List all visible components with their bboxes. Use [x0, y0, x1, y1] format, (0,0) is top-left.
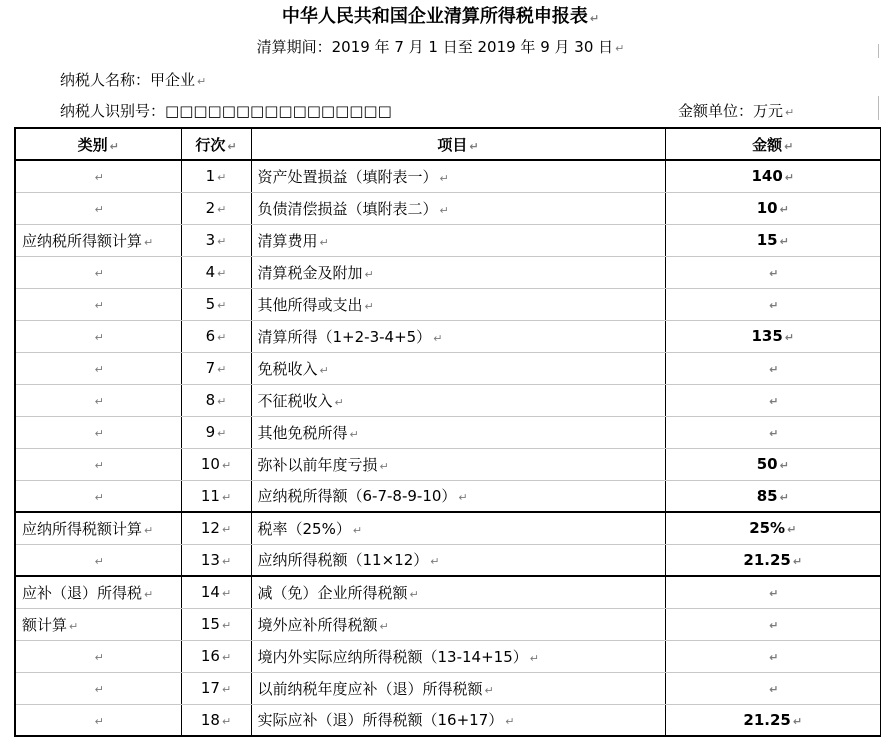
category-cell: ↵: [15, 704, 181, 736]
line-number-cell: 14 ↵: [181, 576, 251, 608]
amount-cell: ↵: [665, 608, 881, 640]
table-row: [15, 672, 881, 704]
line-number-cell: 4 ↵: [181, 256, 251, 288]
amount-cell: 10 ↵: [665, 192, 881, 224]
table-row: [15, 384, 881, 416]
amount-cell: 140 ↵: [665, 160, 881, 192]
item-cell: 负债清偿损益（填附表二） ↵: [251, 192, 665, 224]
table-row: [15, 416, 881, 448]
line-number-cell: 12 ↵: [181, 512, 251, 544]
table-row: [15, 320, 881, 352]
item-cell: 境内外实际应纳所得税额（13-14+15） ↵: [251, 640, 665, 672]
category-cell: 应补（退）所得税 ↵: [15, 576, 181, 608]
category-cell: ↵: [15, 640, 181, 672]
line-number-cell: 6 ↵: [181, 320, 251, 352]
amount-unit: 金额单位：万元 ↵: [678, 102, 795, 120]
amount-cell: 135 ↵: [665, 320, 881, 352]
item-cell: 其他免税所得 ↵: [251, 416, 665, 448]
table-row: [15, 704, 881, 736]
margin-bar: [878, 44, 879, 58]
line-number-cell: 17 ↵: [181, 672, 251, 704]
amount-cell: 21.25 ↵: [665, 704, 881, 736]
item-cell: 清算所得（1+2-3-4+5） ↵: [251, 320, 665, 352]
item-cell: 免税收入 ↵: [251, 352, 665, 384]
table-row: [15, 288, 881, 320]
category-cell: ↵: [15, 448, 181, 480]
category-cell: ↵: [15, 416, 181, 448]
item-cell: 清算费用 ↵: [251, 224, 665, 256]
item-cell: 不征税收入 ↵: [251, 384, 665, 416]
item-cell: 应纳所得税额（11×12） ↵: [251, 544, 665, 576]
item-cell: 以前纳税年度应补（退）所得税额 ↵: [251, 672, 665, 704]
amount-cell: ↵: [665, 640, 881, 672]
category-cell: ↵: [15, 192, 181, 224]
declaration-table: [14, 127, 881, 737]
category-cell: ↵: [15, 480, 181, 512]
table-header-row: [15, 128, 881, 160]
table-row: [15, 352, 881, 384]
line-number-cell: 2 ↵: [181, 192, 251, 224]
amount-cell: ↵: [665, 416, 881, 448]
category-cell: ↵: [15, 160, 181, 192]
amount-cell: ↵: [665, 352, 881, 384]
line-number-cell: 18 ↵: [181, 704, 251, 736]
margin-bar: [878, 96, 879, 120]
line-number-cell: 13 ↵: [181, 544, 251, 576]
category-cell: ↵: [15, 256, 181, 288]
amount-cell: ↵: [665, 384, 881, 416]
table-row: [15, 576, 881, 608]
table-row: [15, 480, 881, 512]
item-cell: 减（免）企业所得税额 ↵: [251, 576, 665, 608]
taxpayer-id-boxes: □□□□□□□□□□□□□□□□: [165, 102, 392, 120]
table-row: [15, 160, 881, 192]
amount-cell: ↵: [665, 576, 881, 608]
header-item: 项目 ↵: [251, 128, 665, 160]
line-number-cell: 8 ↵: [181, 384, 251, 416]
taxpayer-id: 纳税人识别号：□□□□□□□□□□□□□□□□: [60, 102, 392, 120]
category-cell: ↵: [15, 320, 181, 352]
table-row: [15, 192, 881, 224]
amount-cell: 25% ↵: [665, 512, 881, 544]
category-cell: 应纳所得税额计算 ↵: [15, 512, 181, 544]
table-row: [15, 640, 881, 672]
item-cell: 资产处置损益（填附表一） ↵: [251, 160, 665, 192]
amount-cell: 15 ↵: [665, 224, 881, 256]
liquidation-period: 清算期间：2019 年 7 月 1 日至 2019 年 9 月 30 日 ↵: [256, 38, 625, 56]
amount-cell: 85 ↵: [665, 480, 881, 512]
line-number-cell: 9 ↵: [181, 416, 251, 448]
amount-cell: 50 ↵: [665, 448, 881, 480]
item-cell: 境外应补所得税额 ↵: [251, 608, 665, 640]
line-number-cell: 1 ↵: [181, 160, 251, 192]
amount-cell: 21.25 ↵: [665, 544, 881, 576]
table-row: [15, 608, 881, 640]
header-line: 行次 ↵: [181, 128, 251, 160]
item-cell: 清算税金及附加 ↵: [251, 256, 665, 288]
table-row: [15, 512, 881, 544]
item-cell: 税率（25%） ↵: [251, 512, 665, 544]
amount-cell: ↵: [665, 256, 881, 288]
category-cell: ↵: [15, 544, 181, 576]
table-row: [15, 544, 881, 576]
item-cell: 实际应补（退）所得税额（16+17） ↵: [251, 704, 665, 736]
item-cell: 应纳税所得额（6-7-8-9-10） ↵: [251, 480, 665, 512]
line-number-cell: 7 ↵: [181, 352, 251, 384]
header-category: 类别 ↵: [15, 128, 181, 160]
category-cell: ↵: [15, 352, 181, 384]
category-cell: 应纳税所得额计算 ↵: [15, 224, 181, 256]
line-number-cell: 11 ↵: [181, 480, 251, 512]
line-number-cell: 15 ↵: [181, 608, 251, 640]
table-row: [15, 256, 881, 288]
category-cell: ↵: [15, 384, 181, 416]
header-amount: 金额 ↵: [665, 128, 881, 160]
category-cell: ↵: [15, 288, 181, 320]
taxpayer-name: 纳税人名称：甲企业 ↵: [60, 71, 207, 89]
category-cell: ↵: [15, 672, 181, 704]
line-number-cell: 10 ↵: [181, 448, 251, 480]
line-number-cell: 5 ↵: [181, 288, 251, 320]
item-cell: 其他所得或支出 ↵: [251, 288, 665, 320]
table-row: [15, 224, 881, 256]
line-number-cell: 3 ↵: [181, 224, 251, 256]
table-row: [15, 448, 881, 480]
item-cell: 弥补以前年度亏损 ↵: [251, 448, 665, 480]
form-title: 中华人民共和国企业清算所得税申报表 ↵: [281, 6, 600, 27]
amount-cell: ↵: [665, 288, 881, 320]
amount-cell: ↵: [665, 672, 881, 704]
category-cell: 额计算 ↵: [15, 608, 181, 640]
line-number-cell: 16 ↵: [181, 640, 251, 672]
